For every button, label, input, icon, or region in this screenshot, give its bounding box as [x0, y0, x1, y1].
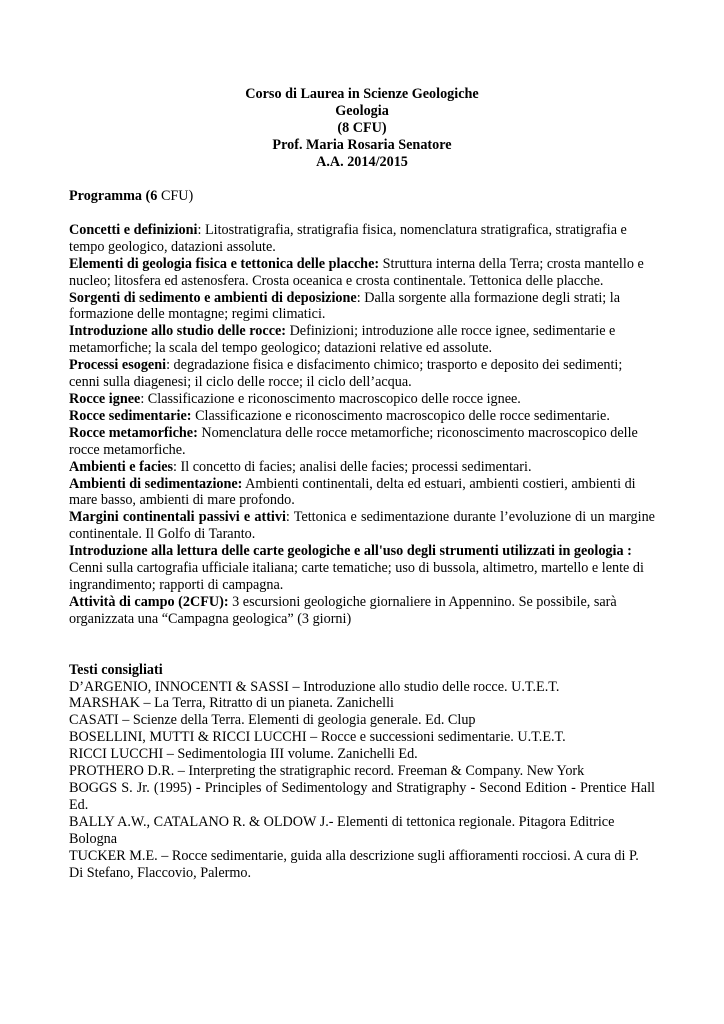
- topic-item: Introduzione alla lettura delle carte geologiche e all'uso degli strumenti utilizzati in geologia : Cenni sulla cartografia ufficiale italiana; carte tematiche; uso di bussola, altimetro, martello e lente di ingrandimento; rapporti di campagna.: [69, 543, 644, 593]
- reference-item: D’ARGENIO, INNOCENTI & SASSI – Introduzione allo studio delle rocce. U.T.E.T.: [69, 678, 560, 695]
- topic-item: Elementi di geologia fisica e tettonica delle placche: Struttura interna della Terra; crosta mantello e nucleo; litosfera ed astenosfera. Crosta oceanica e crosta continentale. Tettonica delle placche.: [69, 255, 644, 289]
- academic-year: A.A. 2014/2015: [316, 154, 408, 170]
- credits: (8 CFU): [337, 120, 387, 136]
- programme-heading: Programma (6 CFU): [69, 188, 194, 204]
- reference-item: PROTHERO D.R. – Interpreting the stratigraphic record. Freeman & Company. New York: [69, 763, 585, 780]
- reference-item: MARSHAK – La Terra, Ritratto di un pianeta. Zanichelli: [69, 695, 394, 712]
- topic-item: Sorgenti di sedimento e ambienti di deposizione: Dalla sorgente alla formazione degli strati; la formazione delle montagne; regimi climatici.: [69, 289, 620, 323]
- topic-item: Ambienti di sedimentazione: Ambienti continentali, delta ed estuari, ambienti costieri, ambienti di mare basso, ambienti di mare profondo.: [69, 475, 636, 509]
- references-section: [69, 662, 655, 882]
- reference-item: BOSELLINI, MUTTI & RICCI LUCCHI – Rocce e successioni sedimentarie. U.T.E.T.: [69, 729, 566, 746]
- topic-item: Rocce sedimentarie: Classificazione e riconoscimento macroscopico delle rocce sedimentarie.: [69, 407, 610, 424]
- reference-item: BOGGS S. Jr. (1995) - Principles of Sedimentology and Stratigraphy - Second Edition - Prentice Hall Ed.: [69, 780, 655, 813]
- topic-item: Rocce metamorfiche: Nomenclatura delle rocce metamorfiche; riconoscimento macroscopico delle rocce metamorfiche.: [69, 424, 638, 458]
- topic-item: Concetti e definizioni: Litostratigrafia, stratigrafia fisica, nomenclatura stratigrafica, stratigrafia e tempo geologico, datazioni assolute.: [69, 221, 627, 255]
- topics-list: [69, 222, 655, 628]
- topic-item: Processi esogeni: degradazione fisica e disfacimento chimico; trasporto e deposito dei sedimenti; cenni sulla diagenesi; il ciclo delle rocce; il ciclo dell’acqua.: [69, 357, 623, 391]
- subject-title: Geologia: [335, 103, 389, 119]
- course-header: [69, 86, 655, 171]
- document-page: [69, 86, 655, 881]
- reference-item: RICCI LUCCHI – Sedimentologia III volume. Zanichelli Ed.: [69, 746, 418, 763]
- reference-item: BALLY A.W., CATALANO R. & OLDOW J.- Elementi di tettonica regionale. Pitagora Editrice Bologna: [69, 813, 615, 847]
- topic-item: Introduzione allo studio delle rocce: Definizioni; introduzione alle rocce ignee, sedimentarie e metamorfiche; la scala del tempo geologico; datazioni relative ed assolute.: [69, 323, 616, 357]
- professor: Prof. Maria Rosaria Senatore: [272, 137, 452, 153]
- references-heading: Testi consigliati: [69, 661, 163, 678]
- topic-item: Rocce ignee: Classificazione e riconoscimento macroscopico delle rocce ignee.: [69, 390, 521, 407]
- topic-item: Margini continentali passivi e attivi: Tettonica e sedimentazione durante l’evoluzione di un margine continentale. Il Golfo di Taranto.: [69, 509, 655, 543]
- topic-item: Ambienti e facies: Il concetto di facies; analisi delle facies; processi sedimentari.: [69, 458, 532, 475]
- topic-item: Attività di campo (2CFU): 3 escursioni geologiche giornaliere in Appennino. Se possibile, sarà organizzata una “Campagna geologica” (3 giorni): [69, 593, 617, 627]
- reference-item: CASATI – Scienze della Terra. Elementi di geologia generale. Ed. Clup: [69, 712, 476, 729]
- reference-item: TUCKER M.E. – Rocce sedimentarie, guida alla descrizione sugli affioramenti rocciosi. A cura di P. Di Stefano, Flaccovio, Palermo.: [69, 847, 639, 881]
- course-name: Corso di Laurea in Scienze Geologiche: [245, 86, 479, 102]
